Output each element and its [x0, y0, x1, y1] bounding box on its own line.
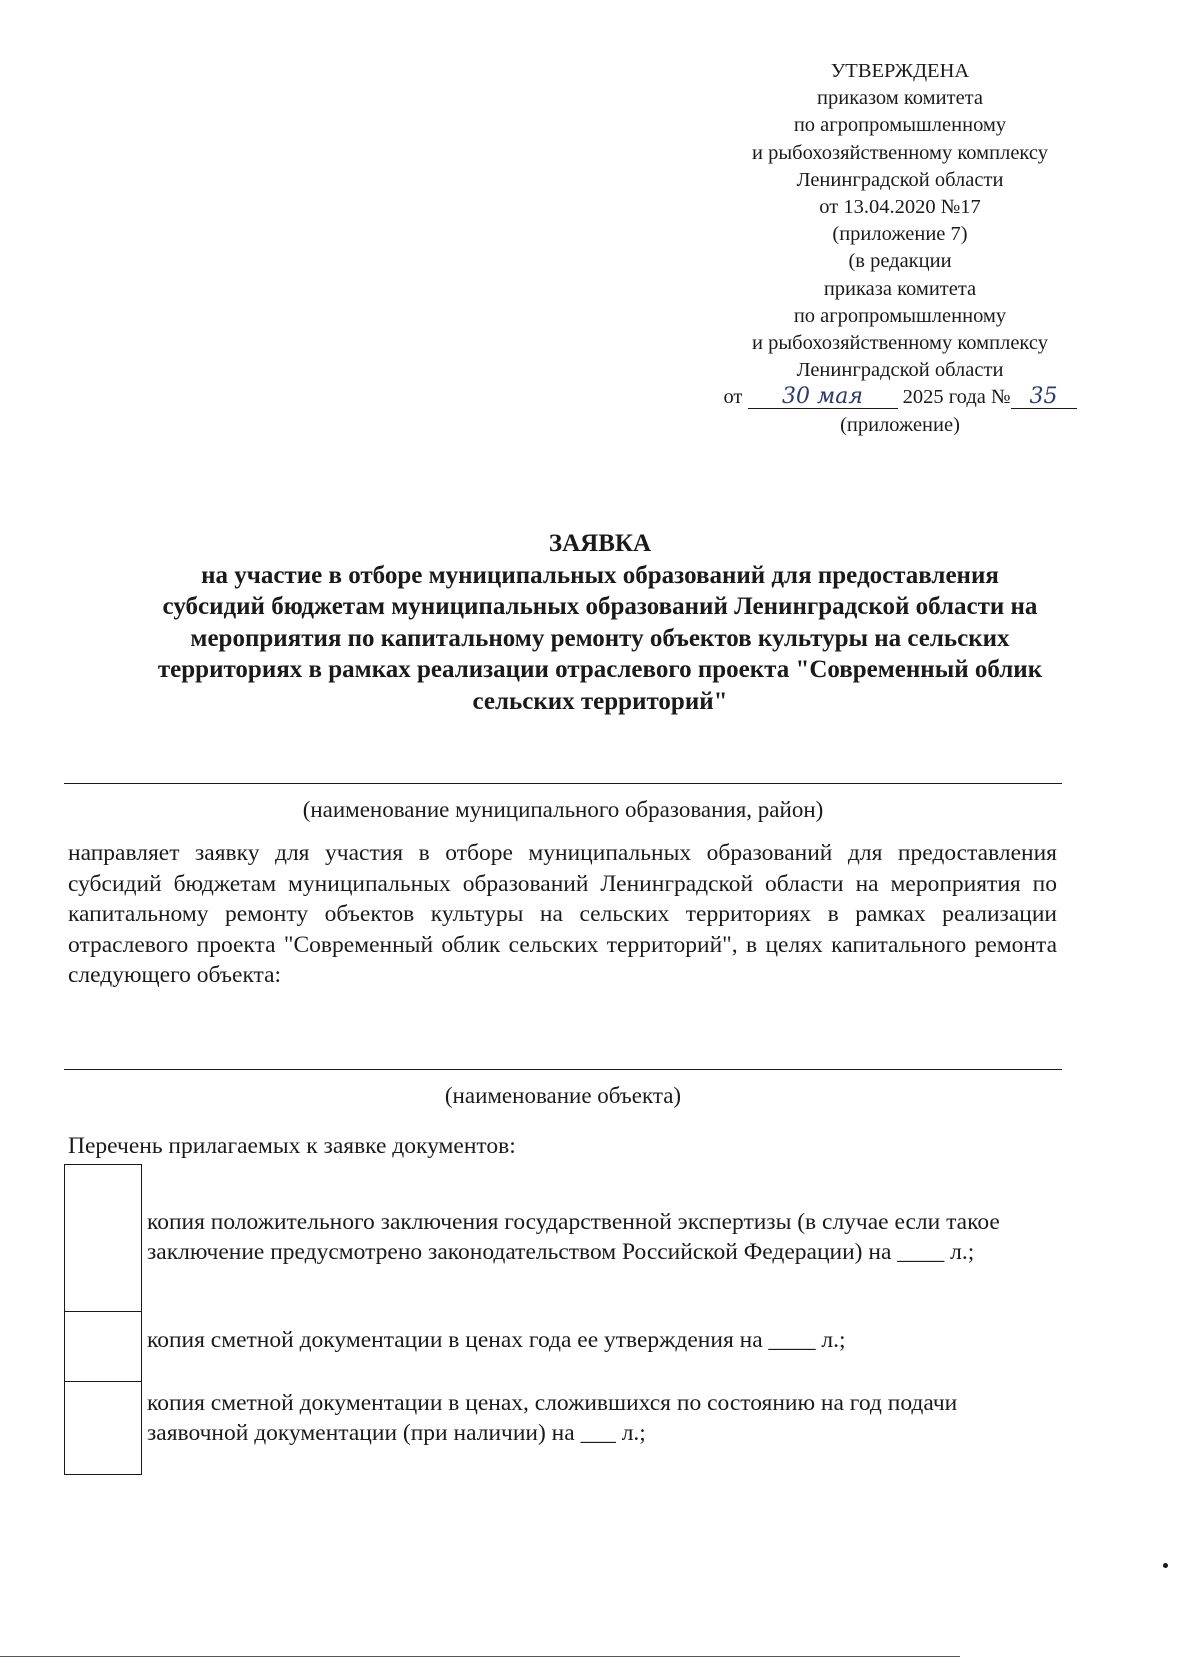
approval-line: и рыбохозяйственному комплексу [752, 332, 1048, 355]
approval-line: по агропромышленному [793, 114, 1007, 137]
document-row [65, 1165, 1048, 1312]
approval-line: (в редакции [848, 250, 952, 273]
handwritten-date: 30 мая [748, 386, 898, 409]
object-caption: (наименование объекта) [444, 1083, 682, 1108]
year-text: 2025 года № [902, 386, 1011, 409]
approval-line: и рыбохозяйственному комплексу [752, 141, 1048, 164]
object-fill-line [64, 1069, 1062, 1070]
documents-list-title: Перечень прилагаемых к заявке документов: [68, 1133, 516, 1159]
approval-date-line [700, 384, 1100, 411]
scan-speck [1163, 1563, 1168, 1568]
approval-line: по агропромышленному [793, 304, 1007, 327]
document-checkbox[interactable] [65, 1312, 142, 1382]
title-heading: ЗАЯВКА [548, 530, 652, 557]
approval-appendix: (приложение) [840, 413, 960, 436]
approval-line: приказом комитета [817, 87, 983, 110]
title-subtitle-line: субсидий бюджетам муниципальных образований Ленинградской области на [162, 593, 1038, 620]
municipality-fill-line [64, 783, 1062, 784]
approval-line: Ленинградской области [796, 359, 1004, 382]
approval-block [700, 58, 1100, 439]
document-row [65, 1312, 1048, 1382]
scan-edge-line [0, 1656, 960, 1657]
approval-line: (приложение 7) [832, 223, 968, 246]
document-checkbox[interactable] [65, 1165, 142, 1312]
handwritten-number: 35 [1011, 386, 1077, 409]
approval-line: от 13.04.2020 №17 [819, 196, 981, 219]
municipality-caption: (наименование муниципального образования, район) [302, 797, 824, 822]
title-subtitle-line: сельских территорий" [472, 687, 728, 715]
document-item-text: копия сметной документации в ценах года ее утверждения на ____ л.; [147, 1326, 846, 1353]
title-subtitle-line: на участие в отборе муниципальных образований для предоставления [201, 561, 999, 589]
document-item-text: копия положительного заключения государственной экспертизы (в случае если такое заключение предусмотрено законодательством Российской Федерации) на ____ л.; [147, 1208, 1000, 1265]
approval-line: Ленинградской области [796, 168, 1004, 191]
title-subtitle-line: мероприятия по капитальному ремонту объектов культуры на сельских [190, 624, 1010, 652]
approval-line: приказа комитета [823, 277, 977, 300]
document-item-text: копия сметной документации в ценах, сложившихся по состоянию на год подачи заявочной документации (при наличии) на ___ л.; [147, 1389, 958, 1446]
body-paragraph: направляет заявку для участия в отборе муниципальных образований для предоставления субсидий бюджетам муниципальных образований Ленинградской области на мероприятия по капитальному ремонту объектов культуры на сельских территориях в рамках реализации отраслевого проекта "Современный облик сельских территорий", в целях капитального ремонта следующего объекта: [68, 840, 1057, 989]
documents-table [64, 1164, 1048, 1475]
date-prefix: от [723, 386, 743, 409]
title-subtitle-line: территориях в рамках реализации отраслевого проекта "Современный облик [157, 656, 1043, 683]
document-checkbox[interactable] [65, 1382, 142, 1475]
document-row [65, 1382, 1048, 1475]
document-title [60, 528, 1140, 717]
approval-heading: УТВЕРЖДЕНА [830, 60, 970, 82]
